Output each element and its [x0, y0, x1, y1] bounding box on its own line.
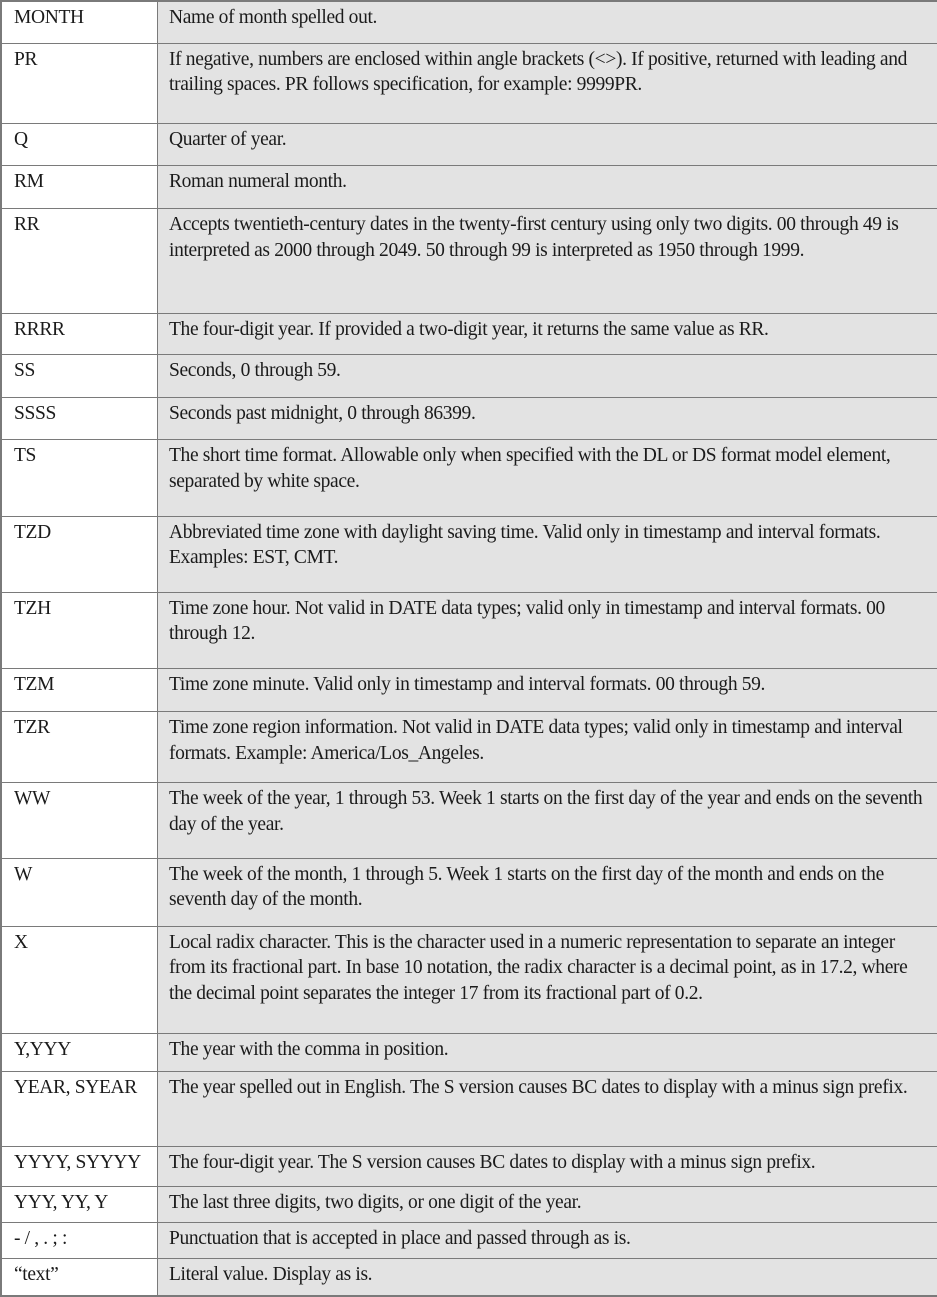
table-row — [2, 123, 937, 166]
table-row — [2, 516, 937, 592]
format-description: The year with the comma in position. — [158, 1034, 937, 1072]
table-row — [2, 1146, 937, 1187]
format-description: Literal value. Display as is. — [158, 1259, 937, 1296]
table-row — [2, 592, 937, 668]
table-row — [2, 926, 937, 1034]
format-description: Time zone minute. Valid only in timestamp and interval formats. 00 through 59. — [158, 668, 937, 712]
table-row — [2, 209, 937, 314]
table-row — [2, 1187, 937, 1223]
format-description: The four-digit year. The S version causes BC dates to display with a minus sign prefix. — [158, 1146, 937, 1187]
format-description: Quarter of year. — [158, 123, 937, 166]
format-code: RM — [2, 166, 158, 209]
format-code: RR — [2, 209, 158, 314]
format-code: TZD — [2, 516, 158, 592]
format-code: X — [2, 926, 158, 1034]
table-row — [2, 1259, 937, 1296]
format-code: SSSS — [2, 397, 158, 440]
format-code: TZM — [2, 668, 158, 712]
format-code: “text” — [2, 1259, 158, 1296]
format-description: Roman numeral month. — [158, 166, 937, 209]
table-row — [2, 1034, 937, 1072]
table-row — [2, 783, 937, 858]
format-code: SS — [2, 355, 158, 398]
format-code: TS — [2, 440, 158, 516]
format-description: The week of the month, 1 through 5. Week 1 starts on the first day of the month and ends on the seventh day of the month. — [158, 858, 937, 926]
table-row — [2, 1071, 937, 1146]
format-description: If negative, numbers are enclosed within angle brackets (<>). If positive, returned with leading and trailing spaces. PR follows specification, for example: 9999PR. — [158, 43, 937, 123]
table-row — [2, 2, 937, 44]
format-description: Time zone region information. Not valid in DATE data types; valid only in timestamp and interval formats. Example: America/Los_Angeles. — [158, 712, 937, 783]
format-code: - / , . ; : — [2, 1222, 158, 1259]
format-code: YEAR, SYEAR — [2, 1071, 158, 1146]
format-code: TZH — [2, 592, 158, 668]
format-code: Q — [2, 123, 158, 166]
format-description: The last three digits, two digits, or one digit of the year. — [158, 1187, 937, 1223]
format-description: Punctuation that is accepted in place and passed through as is. — [158, 1222, 937, 1259]
format-description: Name of month spelled out. — [158, 2, 937, 44]
format-code: TZR — [2, 712, 158, 783]
format-code: WW — [2, 783, 158, 858]
table-row — [2, 355, 937, 398]
table-row — [2, 1222, 937, 1259]
format-code: W — [2, 858, 158, 926]
format-code: MONTH — [2, 2, 158, 44]
format-code: YYYY, SYYYY — [2, 1146, 158, 1187]
format-description: Seconds past midnight, 0 through 86399. — [158, 397, 937, 440]
format-code: Y,YYY — [2, 1034, 158, 1072]
table-row — [2, 440, 937, 516]
table-row — [2, 668, 937, 712]
format-description: Local radix character. This is the character used in a numeric representation to separate an integer from its fractional part. In base 10 notation, the radix character is a decimal point, as in 17.2, where the decimal point separates the integer 17 from its fractional part of 0.2. — [158, 926, 937, 1034]
format-code: RRRR — [2, 313, 158, 355]
table-row — [2, 313, 937, 355]
format-description: The short time format. Allowable only when specified with the DL or DS format model element, separated by white space. — [158, 440, 937, 516]
format-description: The week of the year, 1 through 53. Week 1 starts on the first day of the year and ends on the seventh day of the year. — [158, 783, 937, 858]
format-code: YYY, YY, Y — [2, 1187, 158, 1223]
format-description: Abbreviated time zone with daylight saving time. Valid only in timestamp and interval formats. Examples: EST, CMT. — [158, 516, 937, 592]
format-description: The year spelled out in English. The S version causes BC dates to display with a minus sign prefix. — [158, 1071, 937, 1146]
table-row — [2, 397, 937, 440]
format-description: Time zone hour. Not valid in DATE data types; valid only in timestamp and interval formats. 00 through 12. — [158, 592, 937, 668]
table-row — [2, 43, 937, 123]
table-row — [2, 858, 937, 926]
format-description: Seconds, 0 through 59. — [158, 355, 937, 398]
format-code: PR — [2, 43, 158, 123]
format-description: The four-digit year. If provided a two-digit year, it returns the same value as RR. — [158, 313, 937, 355]
table-row — [2, 166, 937, 209]
format-description: Accepts twentieth-century dates in the twenty-first century using only two digits. 00 through 49 is interpreted as 2000 through 2049. 50 through 99 is interpreted as 1950 through 1999. — [158, 209, 937, 314]
format-elements-table — [1, 1, 937, 1296]
table-row — [2, 712, 937, 783]
